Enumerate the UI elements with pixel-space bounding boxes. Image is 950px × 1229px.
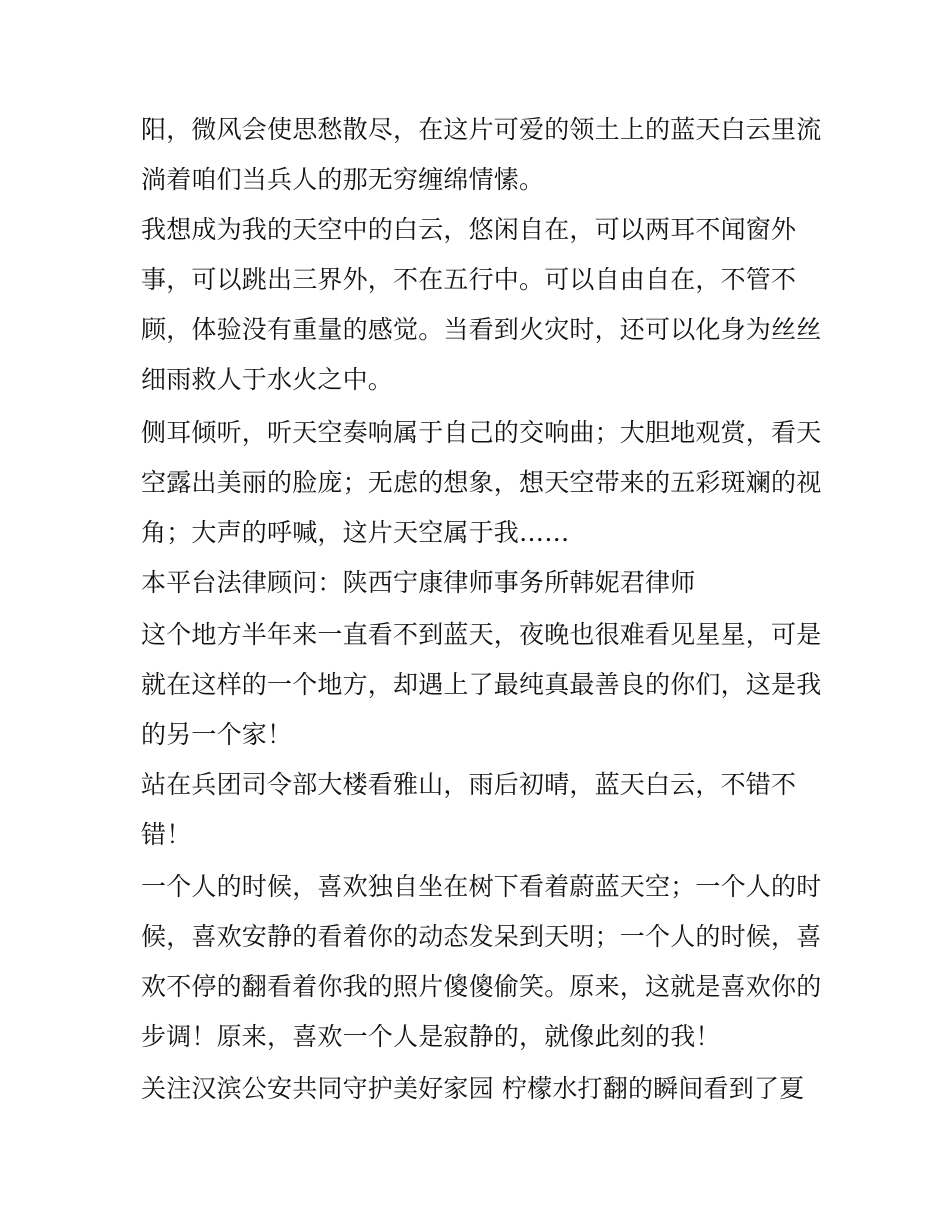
text-line: 空露出美丽的脸庞；无虑的想象，想天空带来的五彩斑斓的视 [141,468,822,497]
text-line: 的另一个家！ [141,720,293,749]
text-line: 我想成为我的天空中的白云，悠闲自在，可以两耳不闻窗外 [141,215,797,244]
text-line: 细雨救人于水火之中。 [141,365,394,394]
text-line: 淌着咱们当兵人的那无穷缠绵情愫。 [141,165,545,194]
text-line: 欢不停的翻看着你我的照片傻傻偷笑。原来，这就是喜欢你的 [141,972,822,1001]
text-line: 阳，微风会使思愁散尽，在这片可爱的领土上的蓝天白云里流 [141,115,822,144]
text-line: 这个地方半年来一直看不到蓝天，夜晚也很难看见星星，可是 [141,620,822,649]
text-line: 站在兵团司令部大楼看雅山，雨后初晴，蓝天白云，不错不 [141,770,797,799]
text-line: 事，可以跳出三界外，不在五行中。可以自由自在，不管不 [141,265,797,294]
text-line: 侧耳倾听，听天空奏响属于自己的交响曲；大胆地观赏，看天 [141,418,822,447]
text-line: 错！ [141,820,192,849]
text-line: 关注汉滨公安共同守护美好家园 柠檬水打翻的瞬间看到了夏 [141,1074,805,1103]
text-line: 一个人的时候，喜欢独自坐在树下看着蔚蓝天空；一个人的时 [141,872,822,901]
text-line: 步调！原来，喜欢一个人是寂静的，就像此刻的我！ [141,1022,721,1051]
text-line: 顾，体验没有重量的感觉。当看到火灾时，还可以化身为丝丝 [141,315,822,344]
text-line: 角；大声的呼喊，这片天空属于我…… [141,518,570,547]
text-line: 候，喜欢安静的看着你的动态发呆到天明；一个人的时候，喜 [141,922,822,951]
text-line: 就在这样的一个地方，却遇上了最纯真最善良的你们，这是我 [141,670,822,699]
legal-advisor-line: 本平台法律顾问：陕西宁康律师事务所韩妮君律师 [141,568,696,597]
